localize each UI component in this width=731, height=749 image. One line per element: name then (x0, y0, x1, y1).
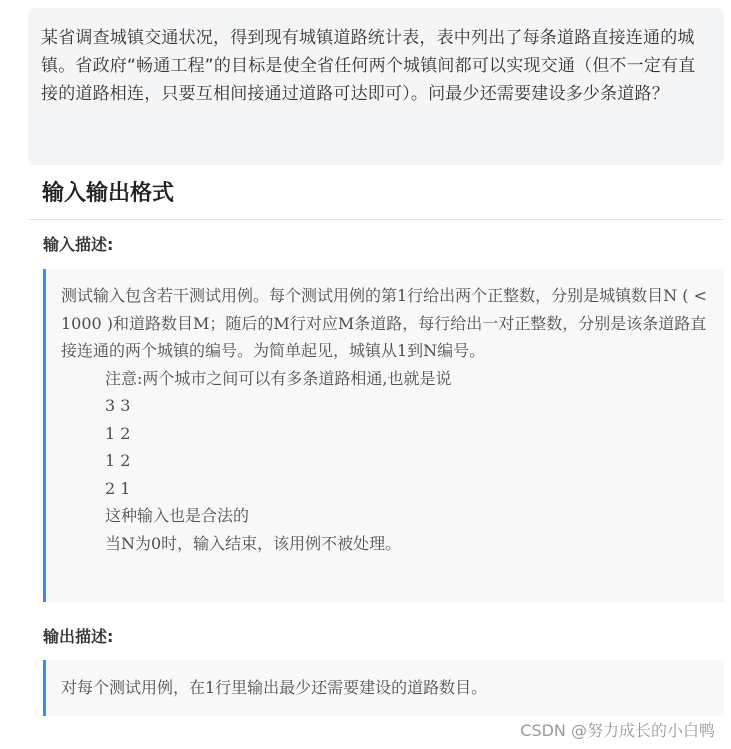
note-line: 1 2 (105, 423, 131, 443)
output-description-label: 输出描述: (43, 627, 114, 646)
note-line: 当N为0时，输入结束，该用例不被处理。 (105, 533, 402, 553)
problem-description: 某省调查城镇交通状况，得到现有城镇道路统计表，表中列出了每条道路直接连通的城镇。省政府“畅通工程”的目标是使全省任何两个城镇间都可以实现交通（但不一定有直接的道路相连，只要互相间接通过道路可达即可）。问最少还需要建设多少条道路？ (41, 28, 696, 104)
output-description-block (43, 660, 724, 716)
csdn-watermark: CSDN @努力成长的小白鸭 (520, 721, 715, 740)
input-description-block (43, 269, 724, 602)
input-description-label: 输入描述: (43, 235, 114, 254)
note-line: 3 3 (105, 396, 131, 415)
input-description-text: 测试输入包含若干测试用例。每个测试用例的第1行给出两个正整数，分别是城镇数目N ( < 1000 )和道路数目M；随后的M行对应M条道路，每行给出一对正整数，分别是该条道路直接连通的两个城镇的编号。为简单起见，城镇从1到N编号。 (61, 286, 708, 360)
note-line: 注意:两个城市之间可以有多条道路相通,也就是说 (105, 368, 452, 388)
note-line: 1 2 (105, 451, 131, 470)
problem-description-box (28, 8, 724, 165)
input-note-lines (61, 365, 716, 558)
heading-divider (28, 219, 724, 220)
output-description-text: 对每个测试用例，在1行里输出最少还需要建设的道路数目。 (61, 678, 488, 697)
io-format-heading: 输入输出格式 (42, 181, 175, 206)
note-line: 2 1 (105, 478, 131, 498)
note-line: 这种输入也是合法的 (105, 506, 250, 525)
